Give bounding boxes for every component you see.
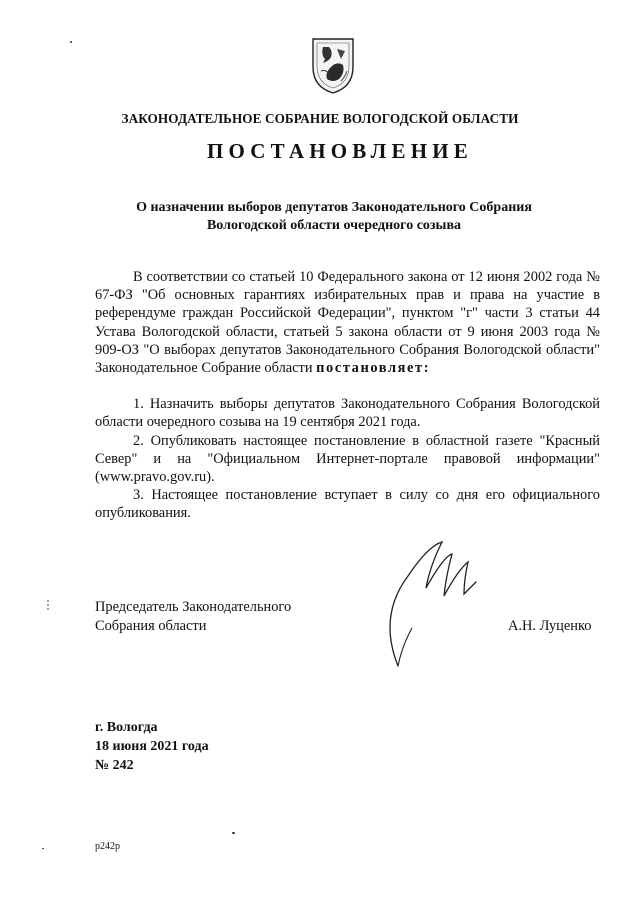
document-body <box>95 268 600 523</box>
date: 18 июня 2021 года <box>95 739 209 754</box>
resolution-item-1: 1. Назначить выборы депутатов Законодательного Собрания Вологодской области очередного созыва на 19 сентября 2021 года. <box>95 396 600 431</box>
document-subject <box>100 199 568 235</box>
place-date-number <box>95 718 295 775</box>
position-line-1: Председатель Законодательного <box>95 599 292 615</box>
organization-name: ЗАКОНОДАТЕЛЬНОЕ СОБРАНИЕ ВОЛОГОДСКОЙ ОБЛАСТИ <box>121 111 519 126</box>
document-code: p242p <box>95 841 120 852</box>
subject-line-2: Вологодской области очередного созыва <box>206 218 462 233</box>
preamble-paragraph <box>95 268 600 377</box>
handwritten-signature-icon <box>368 536 480 671</box>
city: г. Вологда <box>95 720 158 735</box>
signatory-position <box>95 598 355 636</box>
resolution-item-2: 2. Опубликовать настоящее постановление в областной газете "Красный Север" и на "Официальном Интернет-портале правовой информации" (www.pravo.gov.ru). <box>95 432 600 486</box>
scan-speck <box>70 41 72 43</box>
coat-of-arms-icon <box>311 37 355 95</box>
signatory-name: А.Н. Луценко <box>508 618 592 634</box>
position-line-2: Собрания области <box>95 618 207 634</box>
preamble-text: В соответствии со статьей 10 Федерального закона от 12 июня 2002 года № 67-ФЗ "Об основных гарантиях избирательных прав и права на участие в референдуме граждан Российской Федерации", пунктом "г" части 3 статьи 44 Устава Вологодской области, статьей 5 закона области от 9 июня 2003 года № 909-ОЗ "О выборах депутатов Законодательного Собрания Вологодской области" Законодательное Собрание области <box>95 269 600 377</box>
document-number: № 242 <box>95 758 134 773</box>
resolution-item-3: 3. Настоящее постановление вступает в силу со дня его официального опубликования. <box>95 487 600 522</box>
scan-speck <box>42 848 44 849</box>
scan-speck <box>232 832 235 834</box>
margin-mark-icon <box>47 600 49 612</box>
document-type-title: ПОСТАНОВЛЕНИЕ <box>206 139 474 163</box>
subject-line-1: О назначении выборов депутатов Законодательного Собрания <box>136 200 532 215</box>
resolves-word: постановляет: <box>316 360 431 377</box>
